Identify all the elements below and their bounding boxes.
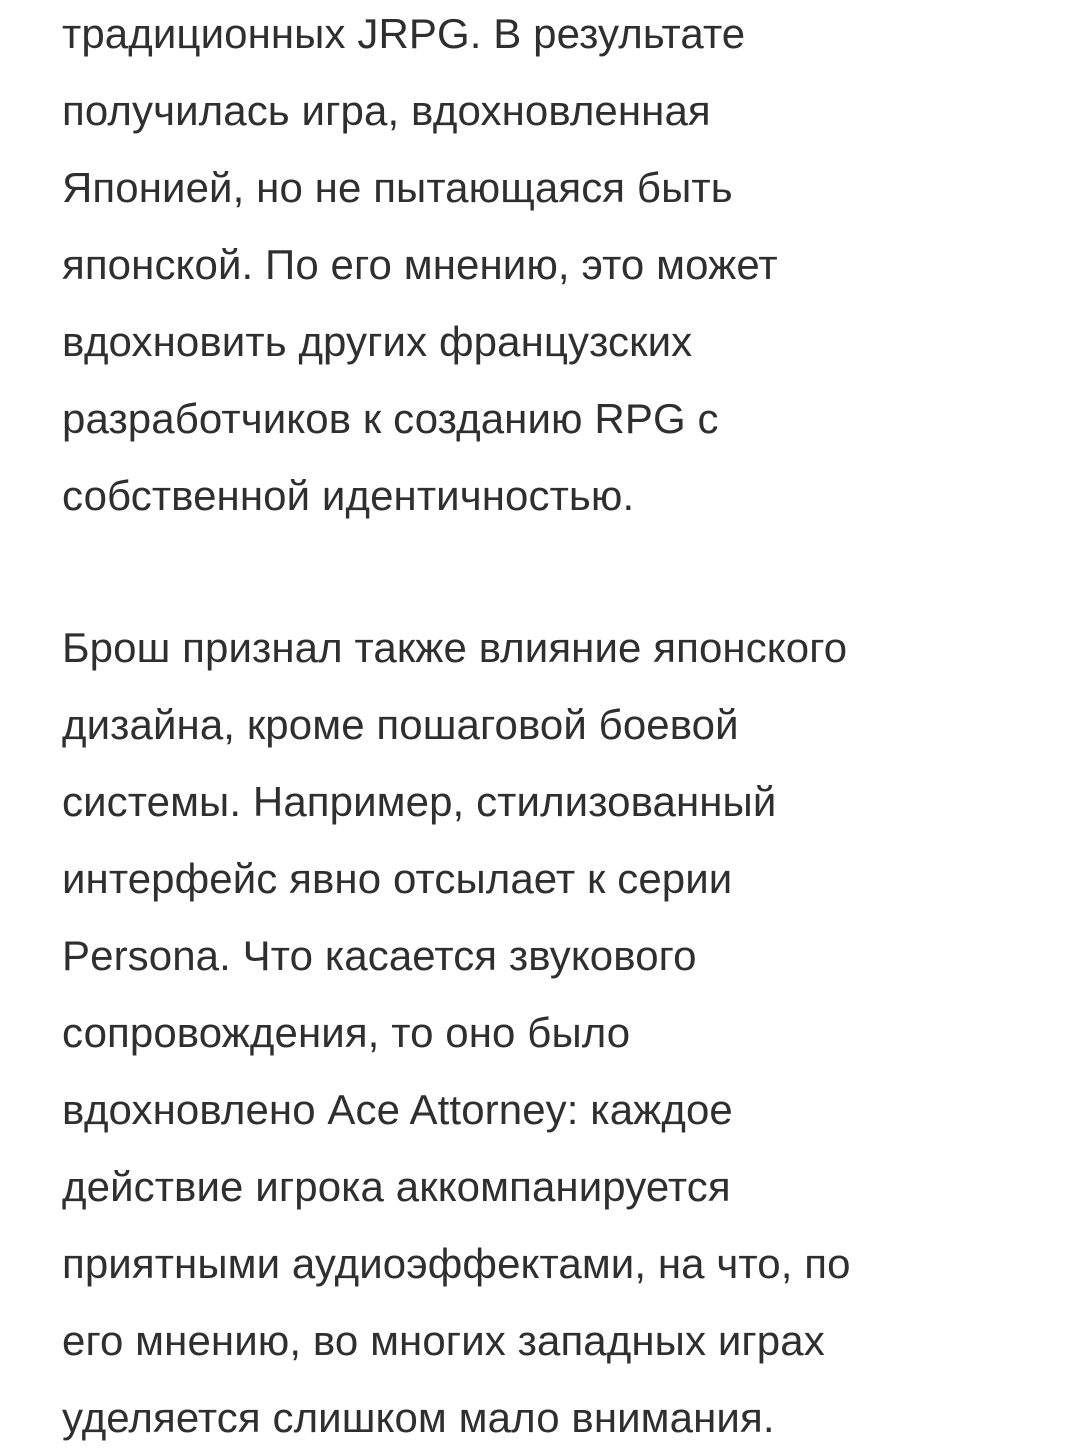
text-line: вдохновить других французских — [62, 318, 693, 365]
text-line: уделяется слишком мало внимания. — [62, 1394, 775, 1441]
text-line: Брош признал также влияние японского — [62, 624, 848, 671]
text-line: Persona. Что касается звукового — [62, 932, 697, 979]
text-line: его мнению, во многих западных играх — [62, 1317, 825, 1364]
text-line: действие игрока аккомпанируется — [62, 1163, 731, 1210]
text-line: японской. По его мнению, это может — [62, 241, 778, 288]
article-paragraph — [62, 609, 1052, 1456]
text-line: собственной идентичностью. — [62, 472, 635, 519]
article-paragraph — [62, 0, 1052, 534]
text-line: получилась игра, вдохновленная — [62, 87, 711, 134]
text-line: сопровождения, то оно было — [62, 1009, 631, 1056]
text-line: системы. Например, стилизованный — [62, 778, 777, 825]
text-line: вдохновлено Ace Attorney: каждое — [62, 1086, 733, 1133]
text-line: традиционных JRPG. В результате — [62, 10, 746, 57]
text-line: интерфейс явно отсылает к серии — [62, 855, 733, 902]
text-line: разработчиков к созданию RPG с — [62, 395, 719, 442]
text-line: приятными аудиоэффектами, на что, по — [62, 1240, 851, 1287]
text-line: дизайна, кроме пошаговой боевой — [62, 701, 739, 748]
text-line: Японией, но не пытающаяся быть — [62, 164, 733, 211]
